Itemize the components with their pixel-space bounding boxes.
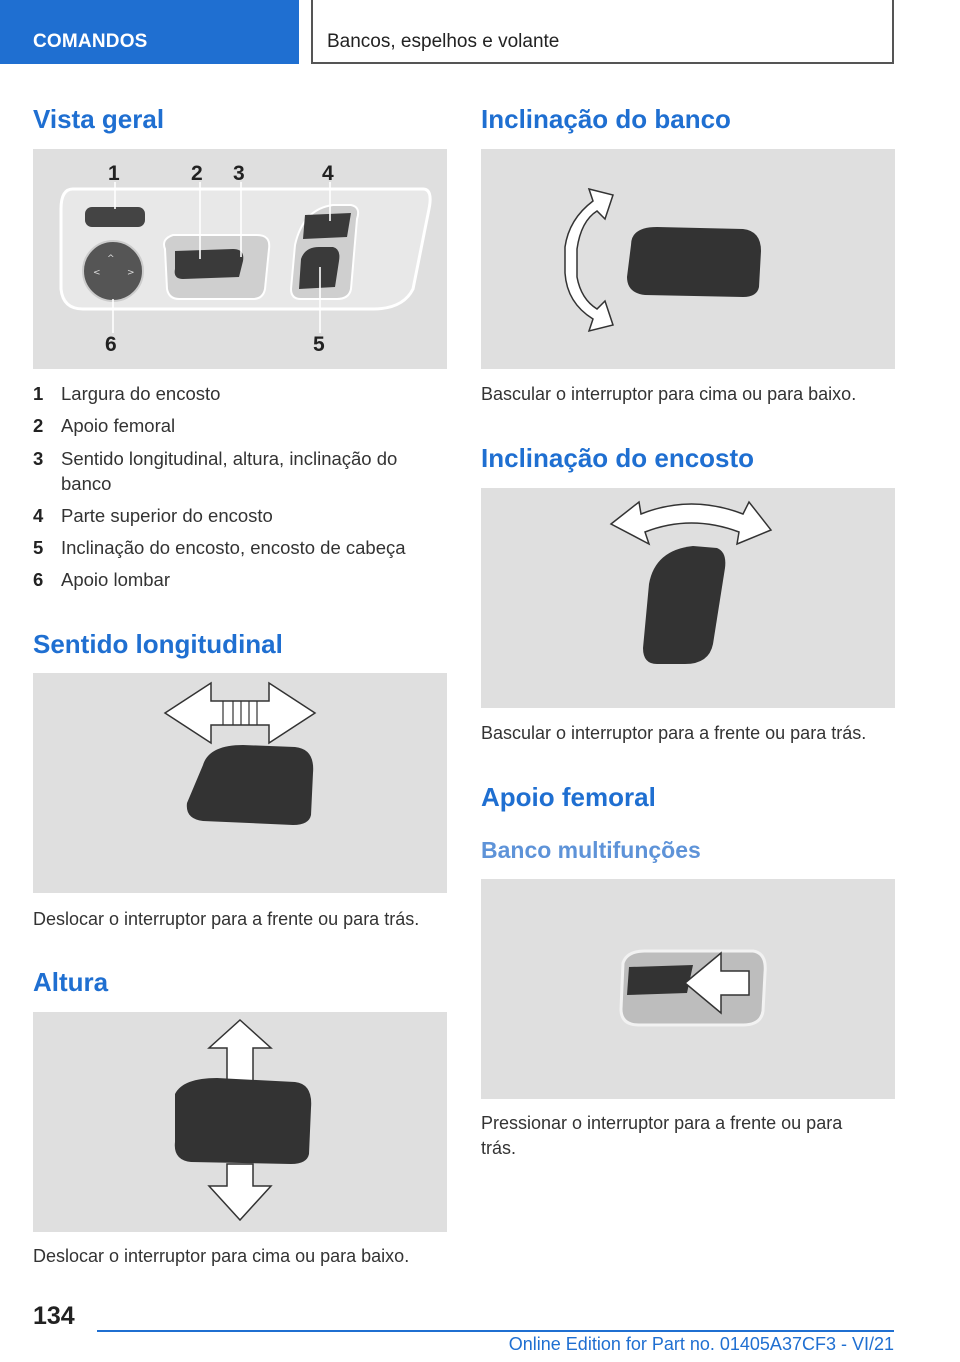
svg-text:^: ^: [107, 254, 115, 264]
legend-number: 3: [33, 448, 44, 469]
legend-number: 5: [33, 537, 44, 558]
legend-text: Parte superior do encosto: [61, 505, 273, 526]
edition-info: Online Edition for Part no. 01405A37CF3 - VI/21: [508, 1334, 894, 1354]
longitudinal-figure: [33, 673, 447, 893]
height-caption: Deslocar o interruptor para cima ou para baixo.: [33, 1246, 410, 1266]
chapter-header: [311, 0, 894, 64]
forward-back-arrow-icon: [33, 673, 447, 893]
thigh-support-switch-illustration: [481, 879, 895, 1099]
legend-number: 2: [33, 415, 44, 436]
seat-controls-illustration: [33, 149, 447, 369]
heading-height: Altura: [33, 967, 109, 997]
heading-backrest-tilt: Inclinação do encosto: [481, 443, 755, 473]
legend-number: 1: [33, 383, 44, 404]
subheading-multifunction-seat: Banco multifunções: [481, 837, 701, 863]
backrest-tilt-caption: Bascular o interruptor para a frente ou para trás.: [481, 723, 867, 743]
legend-number: 4: [33, 505, 44, 526]
callout-6: 6: [105, 333, 117, 356]
legend-text: Apoio lombar: [61, 569, 171, 590]
svg-text:>: >: [127, 268, 135, 278]
heading-longitudinal: Sentido longitudinal: [33, 629, 283, 659]
longitudinal-caption: Deslocar o interruptor para a frente ou para trás.: [33, 909, 420, 929]
section-label: COMANDOS: [33, 31, 148, 52]
tilt-arc-arrow-icon: [481, 149, 895, 369]
section-tab: [0, 0, 299, 64]
heading-overview: Vista geral: [33, 104, 165, 134]
up-down-arrow-icon: [33, 1012, 447, 1232]
legend-text: Inclinação do encosto, encosto de cabeça: [61, 537, 406, 558]
chapter-title: Bancos, espelhos e volante: [327, 31, 560, 52]
backrest-arc-arrow-icon: [481, 488, 895, 708]
footer-divider: [97, 1330, 894, 1332]
thigh-support-caption: Pressionar o interruptor para a frente ou para trás.: [481, 1113, 843, 1158]
legend-text: Largura do encosto: [61, 383, 221, 404]
height-figure: [33, 1012, 447, 1232]
callout-2: 2: [191, 162, 203, 185]
seat-tilt-figure: [481, 149, 895, 369]
thigh-support-figure: [481, 879, 895, 1099]
callout-4: 4: [322, 162, 334, 185]
legend-number: 6: [33, 569, 44, 590]
heading-thigh-support: Apoio femoral: [481, 782, 656, 812]
callout-1: 1: [108, 162, 120, 185]
svg-text:<: <: [93, 268, 101, 278]
legend-text: Sentido longitudinal, altura, inclinação do banco: [61, 448, 398, 494]
legend-text: Apoio femoral: [61, 415, 176, 436]
page-number: 134: [33, 1302, 75, 1330]
seat-tilt-caption: Bascular o interruptor para cima ou para baixo.: [481, 384, 857, 404]
callout-5: 5: [313, 333, 325, 356]
backrest-tilt-figure: [481, 488, 895, 708]
callout-3: 3: [233, 162, 245, 185]
heading-seat-tilt: Inclinação do banco: [481, 104, 731, 134]
seat-controls-overview-figure: [33, 149, 447, 369]
